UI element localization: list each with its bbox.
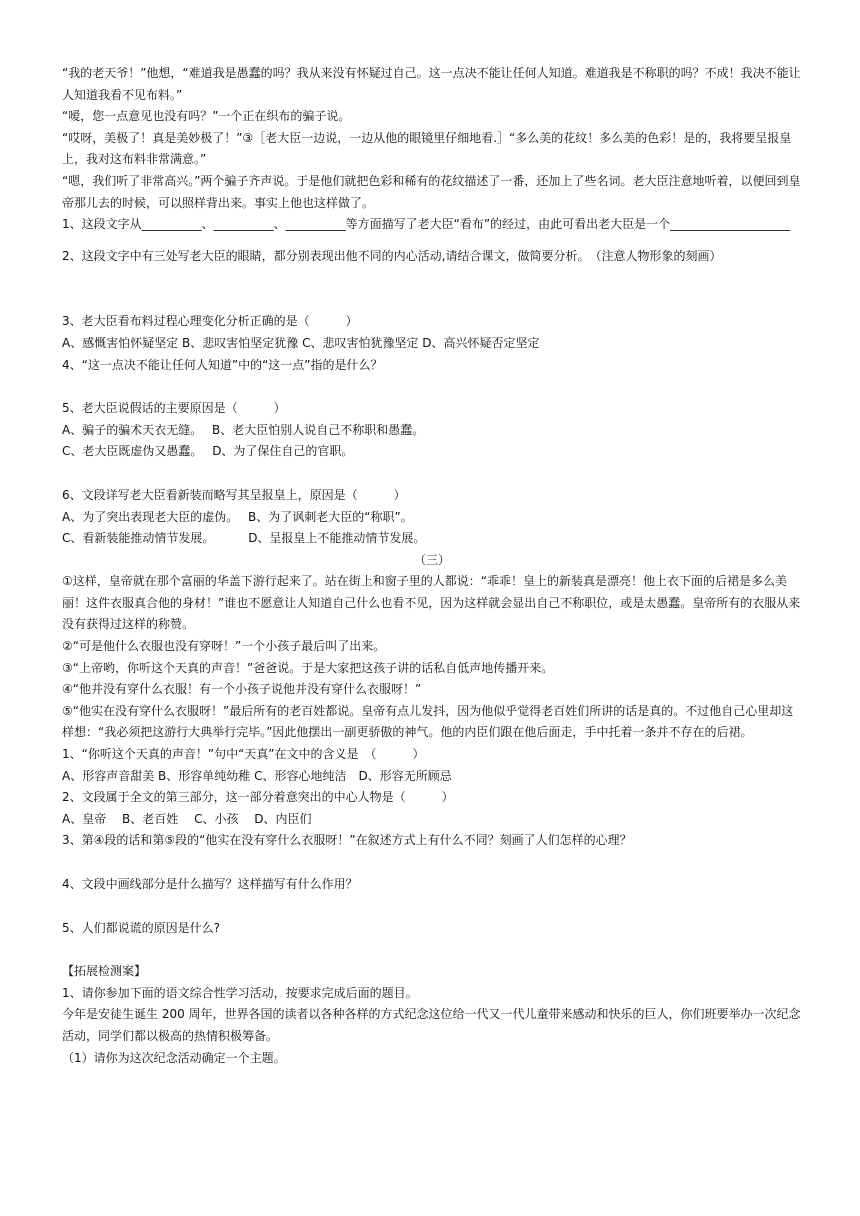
story-paragraph: ③“上帝哟，你听这个天真的声音！”爸爸说。于是大家把这孩子讲的话私自低声地传播开来。 <box>62 660 554 675</box>
question-5-option-row: C、老大臣既虚伪又愚蠢。 D、为了保住自己的官职。 <box>62 444 354 459</box>
question-4: 4、文段中画线部分是什么描写？这样描写有什么作用？ <box>62 877 358 891</box>
question-3: 3、第④段的话和第⑤段的“他实在没有穿什么衣服呀！”在叙述方式上有什么不同？刻画了人们怎样的心理？ <box>62 833 632 848</box>
question-5: 5、老大臣说假话的主要原因是（ ） <box>62 401 286 416</box>
extension-question-1: 1、请你参加下面的语文综合性学习活动，按要求完成后面的题目。 <box>62 985 418 1000</box>
extension-intro: 今年是安徒生诞生 200 周年，世界各国的读者以各种各样的方式纪念这位给一代又一代儿童带来感动和快乐的巨人，你们班要举办一次纪念活动，同学们都以极高的热情积极筹备。 <box>62 1007 801 1043</box>
story-paragraph: “我的老天爷！”他想，“难道我是愚蠢的吗？我从来没有怀疑过自己。这一点决不能让任何人知道。难道我是不称职的吗？不成！我决不能让人知道我看不见布料。” <box>62 66 801 102</box>
question-2: 2、文段属于全文的第三部分，这一部分着意突出的中心人物是（ ） <box>62 790 454 805</box>
question-6: 6、文段详写老大臣看新装而略写其呈报皇上，原因是（ ） <box>62 487 406 502</box>
section-heading: （三） <box>413 552 450 567</box>
question-6-option-row: A、为了突出表现老大臣的虚伪。 B、为了讽刺老大臣的“称职”。 <box>62 509 413 524</box>
extension-sub-question-1: （1）请你为这次纪念活动确定一个主题。 <box>62 1050 286 1065</box>
question-4: 4、“这一点决不能让任何人知道”中的“这一点”指的是什么？ <box>62 357 383 372</box>
question-3: 3、老大臣看布料过程心理变化分析正确的是（ ） <box>62 314 358 329</box>
story-paragraph: “嗳，您一点意见也没有吗？”一个正在织布的骗子说。 <box>62 109 351 124</box>
story-paragraph: ①这样，皇帝就在那个富丽的华盖下游行起来了。站在街上和窗子里的人都说：“乖乖！皇上的新装真是漂亮！他上衣下面的后裙是多么美丽！这件衣服真合他的身材！”谁也不愿意让人知道自己什么也看不见，因为这样就会显出自己不称职位，或是太愚蠢。皇帝所有的衣服从来没有获得过这样的称赞。 <box>62 574 801 632</box>
story-paragraph: ④“他并没有穿什么衣服！有一个小孩子说他并没有穿什么衣服呀！” <box>62 682 422 697</box>
question-2: 2、这段文字中有三处写老大臣的眼睛，都分别表现出他不同的内心活动,请结合课文，做简要分析。 （注意人物形象的刻画） <box>62 248 722 263</box>
extension-heading: 【拓展检测案】 <box>62 964 147 979</box>
question-5: 5、人们都说谎的原因是什么? <box>62 920 221 935</box>
story-paragraph: ②“可是他什么衣服也没有穿呀！”一个小孩子最后叫了出来。 <box>62 639 386 654</box>
question-1: 1、“你听这个天真的声音！”句中“天真”在文中的含义是 （ ） <box>62 747 425 762</box>
question-6-option-row: C、看新装能推动情节发展。 D、呈报皇上不能推动情节发展。 <box>62 531 426 546</box>
story-paragraph: “哎呀，美极了！真是美妙极了！”③［老大臣一边说，一边从他的眼镜里仔细地看.］“多么美的花纹！多么美的色彩！是的，我将要呈报皇上，我对这布料非常满意。” <box>62 130 792 167</box>
document <box>62 63 802 1069</box>
question-3-options: A、感慨害怕怀疑坚定 B、悲叹害怕坚定犹豫 C、悲叹害怕犹豫坚定 D、高兴怀疑否定坚定 <box>62 335 540 350</box>
question-5-option-row: A、骗子的骗术天衣无缝。 B、老大臣怕别人说自己不称职和愚蠢。 <box>62 422 425 437</box>
question-1-options: A、形容声音甜美 B、形容单纯幼稚 C、形容心地纯洁 D、形容无所顾忌 <box>62 768 452 783</box>
question-1: 1、这段文字从__________、__________、__________等方面描写了老大臣“看布”的经过，由此可看出老大臣是一个____________________ <box>62 217 791 232</box>
question-2-options: A、皇帝 B、老百姓 C、小孩 D、内臣们 <box>62 811 312 826</box>
story-paragraph: ⑤“他实在没有穿什么衣服呀！”最后所有的老百姓都说。皇帝有点儿发抖，因为他似乎觉得老百姓们所讲的话是真的。不过他自己心里却这样想：“我必须把这游行大典举行完毕。”因此他摆出一副更骄傲的神气。他的内臣们跟在他后面走，手中托着一条并不存在的后裙。 <box>62 703 794 740</box>
story-paragraph: “嗯，我们听了非常高兴。”两个骗子齐声说。于是他们就把色彩和稀有的花纹描述了一番，还加上了些名词。老大臣注意地听着，以便回到皇帝那儿去的时候，可以照样背出来。事实上他也这样做了。 <box>62 173 801 210</box>
